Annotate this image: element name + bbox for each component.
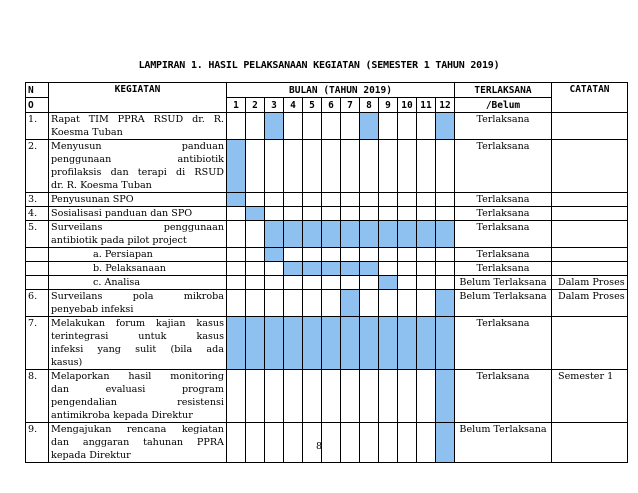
table-row <box>26 276 628 290</box>
activity-line: dan evaluasi program <box>51 384 224 395</box>
table-row <box>26 207 628 221</box>
row-number: 3. <box>26 193 49 207</box>
month-cell <box>398 276 417 290</box>
month-cell-active <box>379 276 398 290</box>
month-cell <box>322 276 341 290</box>
month-cell <box>379 262 398 276</box>
activity-description <box>49 317 227 370</box>
status-cell: Terlaksana <box>455 248 552 262</box>
month-cell <box>417 370 436 423</box>
month-cell <box>322 140 341 193</box>
month-cell-active <box>265 248 284 262</box>
month-cell <box>379 248 398 262</box>
activity-description <box>49 113 227 140</box>
month-cell <box>360 370 379 423</box>
month-cell-active <box>227 140 246 193</box>
activity-description <box>49 290 227 317</box>
month-cell-active <box>284 221 303 248</box>
month-cell-active <box>246 317 265 370</box>
month-cell <box>417 276 436 290</box>
month-cell <box>303 193 322 207</box>
row-number: 5. <box>26 221 49 248</box>
row-number: 2. <box>26 140 49 193</box>
month-cell-active <box>341 262 360 276</box>
month-cell-active <box>436 113 455 140</box>
month-cell <box>246 262 265 276</box>
month-cell <box>417 193 436 207</box>
page-number: 8 <box>315 441 323 452</box>
header-month: 9 <box>379 98 398 113</box>
month-cell <box>322 290 341 317</box>
month-cell <box>398 290 417 317</box>
month-cell <box>436 193 455 207</box>
month-cell-active <box>436 221 455 248</box>
month-cell <box>322 193 341 207</box>
row-number: 8. <box>26 370 49 423</box>
month-cell <box>436 140 455 193</box>
month-cell <box>398 207 417 221</box>
status-cell: Belum Terlaksana <box>455 276 552 290</box>
row-number <box>26 248 49 262</box>
month-cell <box>265 140 284 193</box>
activity-description <box>49 248 227 262</box>
month-cell <box>417 248 436 262</box>
month-cell <box>227 207 246 221</box>
month-cell-active <box>341 221 360 248</box>
month-cell <box>227 113 246 140</box>
status-cell: Terlaksana <box>455 221 552 248</box>
month-cell <box>246 113 265 140</box>
table-row <box>26 262 628 276</box>
month-cell-active <box>417 221 436 248</box>
month-cell <box>246 276 265 290</box>
month-cell <box>322 370 341 423</box>
note-cell <box>552 262 628 276</box>
header-month: 11 <box>417 98 436 113</box>
header-month: 6 <box>322 98 341 113</box>
activity-description <box>49 276 227 290</box>
activity-line: Mengajukan rencana kegiatan <box>51 424 224 435</box>
month-cell-active <box>322 262 341 276</box>
header-month: 2 <box>246 98 265 113</box>
table-row <box>26 193 628 207</box>
row-number: 1. <box>26 113 49 140</box>
activity-line: profilaksis dan terapi di RSUD <box>51 167 224 178</box>
month-cell <box>360 276 379 290</box>
activity-line: kepada Direktur <box>51 450 131 461</box>
activity-description <box>49 193 227 207</box>
month-cell <box>417 262 436 276</box>
month-cell <box>227 370 246 423</box>
activity-line: Surveilans penggunaan <box>51 222 224 233</box>
activity-line: terintegrasi untuk kasus <box>51 331 224 342</box>
activity-line: penyebab infeksi <box>51 304 134 315</box>
month-cell <box>379 290 398 317</box>
month-cell <box>246 140 265 193</box>
month-cell-active <box>246 207 265 221</box>
month-cell <box>360 193 379 207</box>
header-catatan: CATATAN <box>552 83 628 113</box>
month-cell <box>360 248 379 262</box>
activity-description <box>49 207 227 221</box>
month-cell <box>284 193 303 207</box>
month-cell <box>265 262 284 276</box>
month-cell-active <box>398 317 417 370</box>
month-cell <box>227 262 246 276</box>
activity-description <box>49 262 227 276</box>
activity-line: Rapat TIM PPRA RSUD dr. R. <box>51 114 224 125</box>
note-cell <box>552 221 628 248</box>
header-month: 8 <box>360 98 379 113</box>
table-row <box>26 290 628 317</box>
note-cell <box>552 113 628 140</box>
month-cell <box>436 207 455 221</box>
header-month: 7 <box>341 98 360 113</box>
activity-description <box>49 221 227 248</box>
month-cell <box>398 193 417 207</box>
month-cell-active <box>265 221 284 248</box>
status-cell: Terlaksana <box>455 370 552 423</box>
month-cell <box>284 248 303 262</box>
activity-line: infeksi yang sulit (bila ada <box>51 344 224 355</box>
status-cell: Terlaksana <box>455 262 552 276</box>
table-row <box>26 248 628 262</box>
month-cell-active <box>265 317 284 370</box>
row-number: 9. <box>26 423 49 463</box>
activity-line: Melakukan forum kajian kasus <box>51 318 224 329</box>
activity-line: Surveilans pola mikroba <box>51 291 224 302</box>
row-number <box>26 262 49 276</box>
month-cell-active <box>360 113 379 140</box>
month-cell-active <box>341 317 360 370</box>
header-month: 12 <box>436 98 455 113</box>
month-cell <box>284 207 303 221</box>
month-cell-active <box>417 317 436 370</box>
month-cell <box>246 193 265 207</box>
note-cell <box>552 193 628 207</box>
month-cell-active <box>303 317 322 370</box>
header-no-top: N <box>26 83 49 98</box>
month-cell <box>341 207 360 221</box>
month-cell-active <box>436 370 455 423</box>
month-cell-active <box>360 262 379 276</box>
row-number: 4. <box>26 207 49 221</box>
month-cell <box>417 290 436 317</box>
month-cell <box>227 221 246 248</box>
status-cell: Belum Terlaksana <box>455 290 552 317</box>
header-terlaksana-bottom: /Belum <box>455 98 552 113</box>
month-cell <box>265 370 284 423</box>
status-cell: Terlaksana <box>455 113 552 140</box>
activity-line: Sosialisasi panduan dan SPO <box>51 208 193 219</box>
month-cell-active <box>322 221 341 248</box>
table-row <box>26 140 628 193</box>
month-cell <box>417 140 436 193</box>
note-cell: Semester 1 <box>552 370 628 423</box>
month-cell-active <box>436 317 455 370</box>
note-cell: Dalam Proses <box>552 290 628 317</box>
status-cell: Terlaksana <box>455 207 552 221</box>
month-cell <box>398 370 417 423</box>
month-cell <box>360 290 379 317</box>
month-cell <box>227 276 246 290</box>
activity-line: dr. R. Koesma Tuban <box>51 180 152 191</box>
header-month: 1 <box>227 98 246 113</box>
activity-line: a. Persiapan <box>93 249 153 260</box>
month-cell-active <box>303 262 322 276</box>
month-cell <box>265 290 284 317</box>
activity-line: b. Pelaksanaan <box>93 263 166 274</box>
month-cell-active <box>284 317 303 370</box>
activity-line: antimikroba kepada Direktur <box>51 410 193 421</box>
activity-line: dan anggaran tahunan PPRA <box>51 437 224 448</box>
activity-line: kasus) <box>51 357 83 368</box>
activity-line: Penyusunan SPO <box>51 194 134 205</box>
month-cell <box>398 140 417 193</box>
month-cell-active <box>341 290 360 317</box>
activity-description <box>49 140 227 193</box>
month-cell <box>322 248 341 262</box>
row-number: 6. <box>26 290 49 317</box>
month-cell <box>379 207 398 221</box>
month-cell <box>360 207 379 221</box>
month-cell <box>303 140 322 193</box>
table-body <box>26 113 628 463</box>
month-cell <box>284 140 303 193</box>
month-cell <box>398 262 417 276</box>
month-cell <box>398 113 417 140</box>
month-cell <box>265 276 284 290</box>
activity-line: Koesma Tuban <box>51 127 123 138</box>
note-cell: Dalam Proses <box>552 276 628 290</box>
month-cell <box>436 248 455 262</box>
month-cell <box>436 262 455 276</box>
month-cell <box>436 276 455 290</box>
month-cell-active <box>227 317 246 370</box>
activity-description <box>49 370 227 423</box>
header-no-bottom: O <box>26 98 49 113</box>
page-title: LAMPIRAN 1. HASIL PELAKSANAAN KEGIATAN (SEMESTER 1 TAHUN 2019) <box>138 60 500 71</box>
month-cell <box>303 276 322 290</box>
month-cell <box>379 113 398 140</box>
month-cell-active <box>436 290 455 317</box>
month-cell <box>284 276 303 290</box>
month-cell <box>341 276 360 290</box>
month-cell <box>227 290 246 317</box>
month-cell <box>246 290 265 317</box>
month-cell <box>303 290 322 317</box>
activity-line: c. Analisa <box>93 277 141 288</box>
status-cell: Terlaksana <box>455 140 552 193</box>
note-cell <box>552 207 628 221</box>
month-cell <box>322 207 341 221</box>
month-cell-active <box>227 193 246 207</box>
status-cell: Terlaksana <box>455 193 552 207</box>
month-cell <box>284 370 303 423</box>
month-cell <box>379 370 398 423</box>
month-cell <box>341 370 360 423</box>
activity-line: pengendalian resistensi <box>51 397 224 408</box>
month-cell <box>303 370 322 423</box>
note-cell <box>552 317 628 370</box>
month-cell <box>265 207 284 221</box>
header-month: 5 <box>303 98 322 113</box>
activity-table <box>25 82 628 463</box>
note-cell <box>552 140 628 193</box>
header-bulan: BULAN (TAHUN 2019) <box>227 83 455 98</box>
month-cell-active <box>379 317 398 370</box>
month-cell-active <box>265 113 284 140</box>
activity-line: Menyusun panduan <box>51 141 224 152</box>
header-month: 10 <box>398 98 417 113</box>
month-cell <box>379 193 398 207</box>
activity-line: Melaporkan hasil monitoring <box>51 371 224 382</box>
month-cell-active <box>360 221 379 248</box>
activity-line: penggunaan antibiotik <box>51 154 224 165</box>
month-cell <box>265 193 284 207</box>
month-cell <box>227 248 246 262</box>
table-row <box>26 113 628 140</box>
month-cell <box>379 140 398 193</box>
month-cell <box>246 248 265 262</box>
header-row-top <box>26 83 628 98</box>
month-cell <box>417 207 436 221</box>
month-cell <box>246 221 265 248</box>
month-cell <box>284 290 303 317</box>
month-cell <box>398 248 417 262</box>
month-cell <box>284 113 303 140</box>
month-cell <box>417 113 436 140</box>
header-month: 4 <box>284 98 303 113</box>
month-cell <box>303 207 322 221</box>
header-month: 3 <box>265 98 284 113</box>
activity-line: antibiotik pada pilot project <box>51 235 187 246</box>
month-cell <box>341 193 360 207</box>
status-cell: Terlaksana <box>455 317 552 370</box>
month-cell <box>246 370 265 423</box>
month-cell-active <box>398 221 417 248</box>
status-cell: Belum Terlaksana <box>455 423 552 463</box>
month-cell <box>303 113 322 140</box>
table-row <box>26 317 628 370</box>
month-cell-active <box>360 317 379 370</box>
month-cell <box>303 248 322 262</box>
month-cell-active <box>303 221 322 248</box>
month-cell <box>341 140 360 193</box>
month-cell-active <box>379 221 398 248</box>
month-cell <box>360 140 379 193</box>
month-cell-active <box>284 262 303 276</box>
header-kegiatan: KEGIATAN <box>49 83 227 113</box>
month-cell <box>341 248 360 262</box>
table-row <box>26 221 628 248</box>
note-cell <box>552 248 628 262</box>
row-number <box>26 276 49 290</box>
table-row <box>26 370 628 423</box>
row-number: 7. <box>26 317 49 370</box>
month-cell-active <box>322 317 341 370</box>
month-cell <box>322 113 341 140</box>
header-terlaksana-top: TERLAKSANA <box>455 83 552 98</box>
month-cell <box>341 113 360 140</box>
